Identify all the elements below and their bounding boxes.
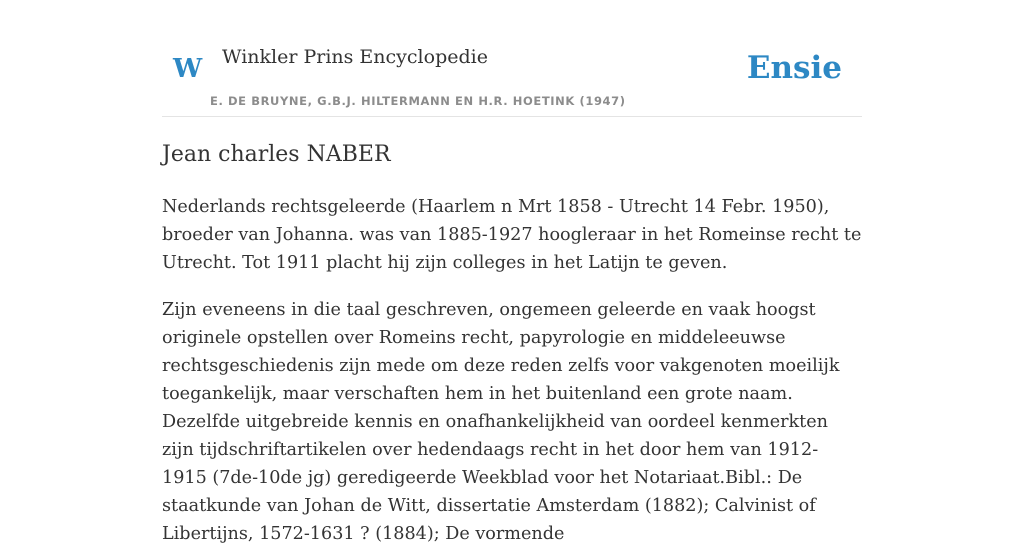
- article-paragraph: Zijn eveneens in die taal geschreven, ongemeen geleerde en vaak hoogst originele opstellen over Romeins recht, papyrologie en middeleeuwse rechtsgeschiedenis zijn mede om deze reden zelfs voor vakgenoten moeilijk toegankelijk, maar verschaften hem in het buitenland een grote naam. Dezelfde uitgebreide kennis en onafhankelijkheid van oordeel kenmerkten zijn tijdschriftartikelen over hedendaags recht in het door hem van 1912-1915 (7de-10de jg) geredigeerde Weekblad voor het Notariaat.Bibl.: De staatkunde van Johan de Witt, dissertatie Amsterdam (1882); Calvinist of Libertijns, 1572-1631 ? (1884); De vormende: [162, 300, 840, 544]
- publication-title[interactable]: Winkler Prins Encyclopedie: [222, 46, 488, 68]
- publication-authors: E. DE BRUYNE, G.B.J. HILTERMANN EN H.R. HOETINK (1947): [210, 94, 626, 108]
- article-paragraph: Nederlands rechtsgeleerde (Haarlem n Mrt 1858 - Utrecht 14 Febr. 1950), broeder van Johanna. was van 1885-1927 hoogleraar in het Romeinse recht te Utrecht. Tot 1911 placht hij zijn colleges in het Latijn te geven.: [162, 197, 862, 273]
- winkler-prins-logo[interactable]: W: [173, 54, 203, 84]
- article-title: Jean charles NABER: [162, 142, 391, 167]
- ensie-logo-link[interactable]: Ensie: [746, 50, 842, 86]
- site-header: [162, 0, 862, 117]
- article: [162, 140, 862, 548]
